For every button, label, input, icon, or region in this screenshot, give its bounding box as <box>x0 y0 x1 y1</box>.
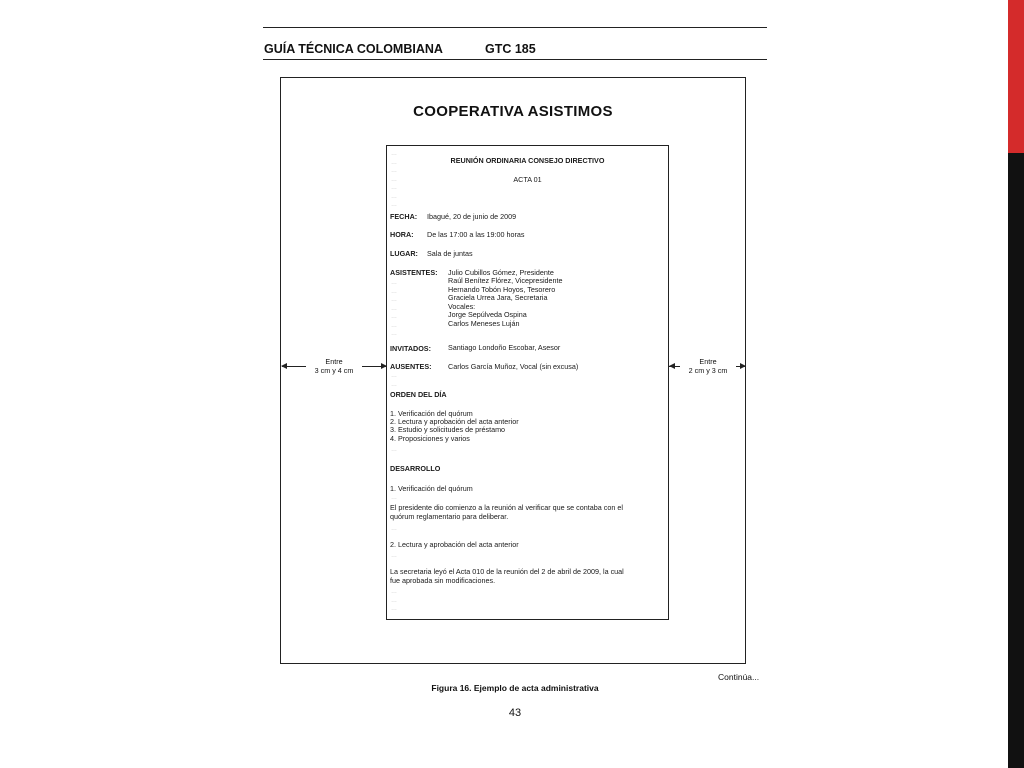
asistente-item: Jorge Sepúlveda Ospina <box>448 310 527 319</box>
right-margin-arrowhead <box>669 363 675 369</box>
fecha-value: Ibagué, 20 de junio de 2009 <box>427 212 517 221</box>
orden-item: 2. Lectura y aprobación del acta anterior <box>390 417 519 426</box>
desarrollo-text: La secretaria leyó el Acta 010 de la reunión del 2 de abril de 2009, la cual <box>390 567 624 576</box>
right-margin-label-line1: Entre <box>699 357 717 366</box>
asistente-item: Vocales: <box>448 302 476 311</box>
desarrollo-text: quórum reglamentario para deliberar. <box>390 512 509 521</box>
spacing-marks: … … … <box>391 589 396 612</box>
orden-item: 4. Proposiciones y varios <box>390 434 470 443</box>
invitados-label: INVITADOS: <box>390 344 431 353</box>
asistentes-label: ASISTENTES: <box>390 268 438 277</box>
desarrollo-text: El presidente dio comienzo a la reunión al verificar que se contaba con el <box>390 503 623 512</box>
side-accent-black <box>1008 153 1024 768</box>
header-title: GUÍA TÉCNICA COLOMBIANA <box>264 42 443 56</box>
orden-item: 1. Verificación del quórum <box>390 409 473 418</box>
desarrollo-item: 2. Lectura y aprobación del acta anterior <box>390 540 519 549</box>
orden-item: 3. Estudio y solicitudes de préstamo <box>390 425 506 434</box>
left-margin-label-line1: Entre <box>325 357 343 366</box>
figure-caption: Figura 16. Ejemplo de acta administrativa <box>431 683 599 693</box>
desarrollo-title: DESARROLLO <box>390 464 441 473</box>
spacing-marks: … … … … … … … <box>391 151 396 208</box>
minutes-number: ACTA 01 <box>513 175 542 184</box>
ausentes-label: AUSENTES: <box>390 362 432 371</box>
desarrollo-text: fue aprobada sin modificaciones. <box>390 576 496 585</box>
spacing-marks: … <box>391 495 396 501</box>
orden-title: ORDEN DEL DÍA <box>390 390 447 399</box>
left-margin-arrowhead <box>281 363 287 369</box>
hora-value: De las 17:00 a las 19:00 horas <box>427 230 525 239</box>
meeting-title: REUNIÓN ORDINARIA CONSEJO DIRECTIVO <box>450 156 605 165</box>
header-top-rule <box>263 27 767 28</box>
ausentes-value: Carlos García Muñoz, Vocal (sin excusa) <box>448 362 579 371</box>
spacing-marks: … <box>391 553 396 559</box>
right-margin-label-line2: 2 cm y 3 cm <box>688 366 728 375</box>
asistente-item: Julio Cubillos Gómez, Presidente <box>448 268 554 277</box>
asistente-item: Hernando Tobón Hoyos, Tesorero <box>448 285 556 294</box>
page-number: 43 <box>508 707 522 719</box>
side-accent-red <box>1008 0 1024 153</box>
right-margin-arrowhead <box>740 363 746 369</box>
spacing-marks: … … <box>391 373 396 388</box>
fecha-label: FECHA: <box>390 212 418 221</box>
spacing-marks: … … … … … … … <box>391 280 396 337</box>
lugar-label: LUGAR: <box>390 249 418 258</box>
continua-note: Continúa... <box>718 672 760 682</box>
desarrollo-item: 1. Verificación del quórum <box>390 484 473 493</box>
spacing-marks: … <box>391 526 396 532</box>
left-margin-label-line2: 3 cm y 4 cm <box>314 366 354 375</box>
asistente-item: Graciela Urrea Jara, Secretaria <box>448 293 548 302</box>
asistente-item: Raúl Benítez Flórez, Vicepresidente <box>448 276 563 285</box>
right-margin-label <box>680 357 736 375</box>
left-margin-arrowhead <box>381 363 387 369</box>
left-margin-label <box>306 357 362 375</box>
invitados-value: Santiago Londoño Escobar, Asesor <box>448 343 561 352</box>
lugar-value: Sala de juntas <box>427 249 473 258</box>
hora-label: HORA: <box>390 230 414 239</box>
header-code: GTC 185 <box>485 42 536 56</box>
spacing-marks: … <box>391 447 396 453</box>
organization-name: COOPERATIVA ASISTIMOS <box>413 103 613 120</box>
asistente-item: Carlos Meneses Luján <box>448 319 520 328</box>
header-bottom-rule <box>263 59 767 60</box>
